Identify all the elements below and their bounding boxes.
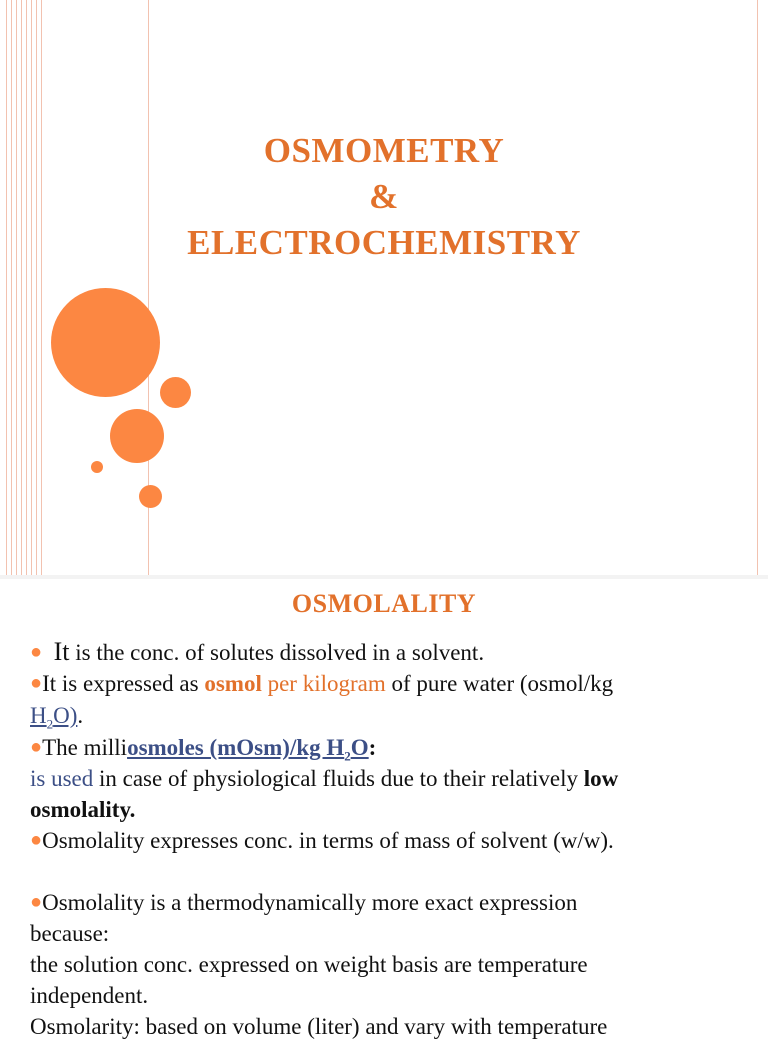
decor-line [36,0,37,577]
content-slide [0,579,768,1039]
decor-line [31,0,32,577]
decor-line [6,0,7,577]
bullet-2: ●It is expressed as osmol per kilogram of pure water (osmol/kg [30,671,614,696]
bullet-5: ●Osmolality is a thermodynamically more exact expression [30,890,578,915]
h2o-link[interactable]: $H_2O$) [30,703,78,732]
bullet-4: ●Osmolality expresses conc. in terms of mass of solvent (w/w). [30,828,614,853]
bullet-3-cont-2: osmolality. [30,797,136,822]
bullet-1: ● It is the conc. of solutes dissolved in a solvent. [30,637,485,666]
decor-line [26,0,27,577]
title-line-3: ELECTROCHEMISTRY [187,223,581,262]
decor-line [757,0,758,577]
bullet-icon: ● [30,891,43,913]
decor-circle-medium [110,409,164,463]
title-line-1: OSMOMETRY [263,131,505,170]
mosm-link[interactable]: osmoles (mOsm)/kg $H_2O$ [127,735,369,764]
slide-title [170,128,598,266]
decor-circle-small [160,377,191,408]
bullet-icon: ● [30,829,43,851]
bullet-icon: ● [30,736,43,758]
bullet-5-line-4: Osmolarity: based on volume (liter) and vary with temperature [30,1014,608,1039]
bullet-5-cont: because: [30,921,110,946]
decor-circle-large [51,288,160,397]
bullet-2-cont: $H_2O$). [30,703,84,732]
slide-heading: OSMOLALITY [291,589,477,618]
bullet-3-cont: is used in case of physiological fluids due to their relatively low [30,766,619,791]
bullet-5-line-3: independent. [30,983,149,1008]
decor-line [11,0,12,577]
decor-line [21,0,22,577]
decor-circle-tiny [91,461,103,473]
decor-line [16,0,17,577]
bullet-icon: ● [30,672,43,694]
bullet-3: ●The milliosmoles (mOsm)/kg $H_2O$: [30,735,377,764]
bullet-icon: ● [30,641,43,663]
title-line-2: & [369,177,399,216]
decor-line [41,0,42,577]
decor-circle-small [139,485,162,508]
bullet-5-line-2: the solution conc. expressed on weight basis are temperature [30,952,588,977]
